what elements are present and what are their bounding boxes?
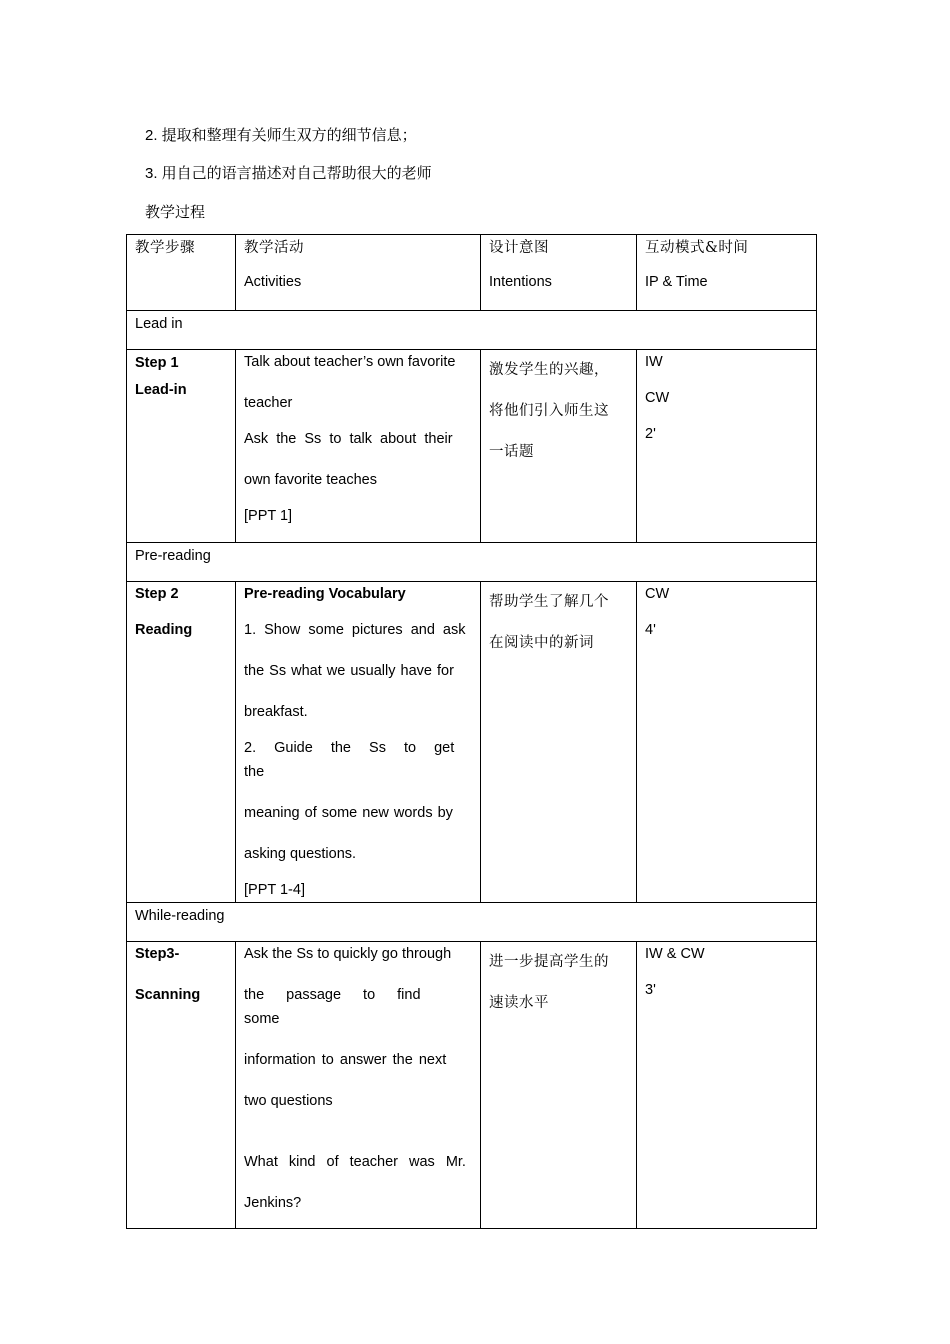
lesson-plan-table	[126, 234, 817, 1229]
step-3-activities	[236, 942, 481, 1229]
objective-2: 2. 提取和整理有关师生双方的细节信息；	[145, 127, 417, 144]
step-1-title: Step 1	[135, 355, 179, 371]
header-ip-time-zh: 互动模式&时间	[645, 240, 749, 256]
step-3-act-4: two questions	[244, 1093, 333, 1109]
section-label	[127, 543, 817, 582]
section-label	[127, 903, 817, 942]
table-row-step-2	[127, 582, 817, 903]
section-row-pre-reading	[127, 543, 817, 582]
step-2-time: 4'	[645, 622, 656, 638]
header-intentions-zh: 设计意图	[489, 240, 549, 256]
table-row-step-1	[127, 350, 817, 543]
step-2-act-1: 1. Show some pictures and ask	[244, 622, 466, 638]
step-1-ip-1: IW	[645, 354, 663, 370]
header-step-label: 教学步骤	[135, 240, 195, 256]
step-2-subtitle: Reading	[135, 622, 193, 638]
step-3-ip-time	[637, 942, 817, 1229]
step-3-ip: IW & CW	[645, 946, 705, 962]
step-1-intentions	[481, 350, 637, 543]
step-1-subtitle: Lead-in	[135, 382, 187, 398]
step-3-intent-1: 进一步提高学生的	[489, 954, 609, 970]
section-row-while-reading	[127, 903, 817, 942]
step-1-act-2a: Ask the Ss to talk about their	[244, 431, 453, 447]
step-1-ppt: [PPT 1]	[244, 508, 293, 524]
step-2-intent-2: 在阅读中的新词	[489, 635, 594, 651]
step-2-ip: CW	[645, 586, 670, 602]
header-activities	[236, 235, 481, 311]
step-2-act-2: the Ss what we usually have for	[244, 663, 454, 679]
header-ip-time	[637, 235, 817, 311]
header-intentions-en: Intentions	[489, 274, 552, 290]
step-3-act-2: the passage to find some	[244, 987, 421, 1027]
header-activities-zh: 教学活动	[244, 240, 304, 256]
step-2-act-6: asking questions.	[244, 846, 357, 862]
step-3-subtitle: Scanning	[135, 987, 201, 1003]
header-step	[127, 235, 236, 311]
objective-3: 3. 用自己的语言描述对自己帮助很大的老师	[145, 165, 432, 182]
step-3-cell	[127, 942, 236, 1229]
step-2-intent-1: 帮助学生了解几个	[489, 594, 609, 610]
step-2-ip-time	[637, 582, 817, 903]
step-1-activities	[236, 350, 481, 543]
step-1-cell	[127, 350, 236, 543]
table-row-step-3	[127, 942, 817, 1229]
step-1-ip-time	[637, 350, 817, 543]
step-1-intent-2: 将他们引入师生这	[489, 403, 609, 419]
step-1-intent-3: 一话题	[489, 444, 534, 460]
table-header-row	[127, 235, 817, 311]
step-1-ip-2: CW	[645, 390, 670, 406]
section-heading: 教学过程	[145, 203, 206, 221]
step-3-title: Step3-	[135, 946, 180, 962]
step-2-act-3: breakfast.	[244, 704, 308, 720]
step-1-act-2b: own favorite teaches	[244, 472, 377, 488]
step-2-cell	[127, 582, 236, 903]
step-1-act-1a: Talk about teacher’s own favorite	[244, 354, 456, 370]
step-2-activities	[236, 582, 481, 903]
step-2-ppt: [PPT 1-4]	[244, 882, 305, 898]
section-pre-reading-label: Pre-reading	[135, 548, 211, 564]
step-1-intent-1: 激发学生的兴趣，	[489, 362, 609, 378]
step-2-intentions	[481, 582, 637, 903]
step-3-time: 3'	[645, 982, 656, 998]
step-2-act-5: meaning of some new words by	[244, 805, 453, 821]
section-while-reading-label: While-reading	[135, 908, 225, 924]
section-label	[127, 311, 817, 350]
step-3-act-1: Ask the Ss to quickly go through	[244, 946, 452, 962]
header-ip-time-en: IP & Time	[645, 274, 708, 290]
step-3-intentions	[481, 942, 637, 1229]
section-lead-in-label: Lead in	[135, 316, 183, 332]
header-activities-en: Activities	[244, 274, 302, 290]
section-row-lead-in	[127, 311, 817, 350]
step-1-act-1b: teacher	[244, 395, 293, 411]
step-3-question-1: What kind of teacher was Mr.	[244, 1154, 466, 1170]
step-3-act-3: information to answer the next	[244, 1052, 447, 1068]
step-2-heading: Pre-reading Vocabulary	[244, 586, 406, 602]
step-3-question-2: Jenkins?	[244, 1195, 302, 1211]
step-2-act-4: 2. Guide the Ss to get the	[244, 740, 455, 780]
step-3-intent-2: 速读水平	[489, 995, 549, 1011]
header-intentions	[481, 235, 637, 311]
step-1-time: 2'	[645, 426, 656, 442]
step-2-title: Step 2	[135, 586, 179, 602]
